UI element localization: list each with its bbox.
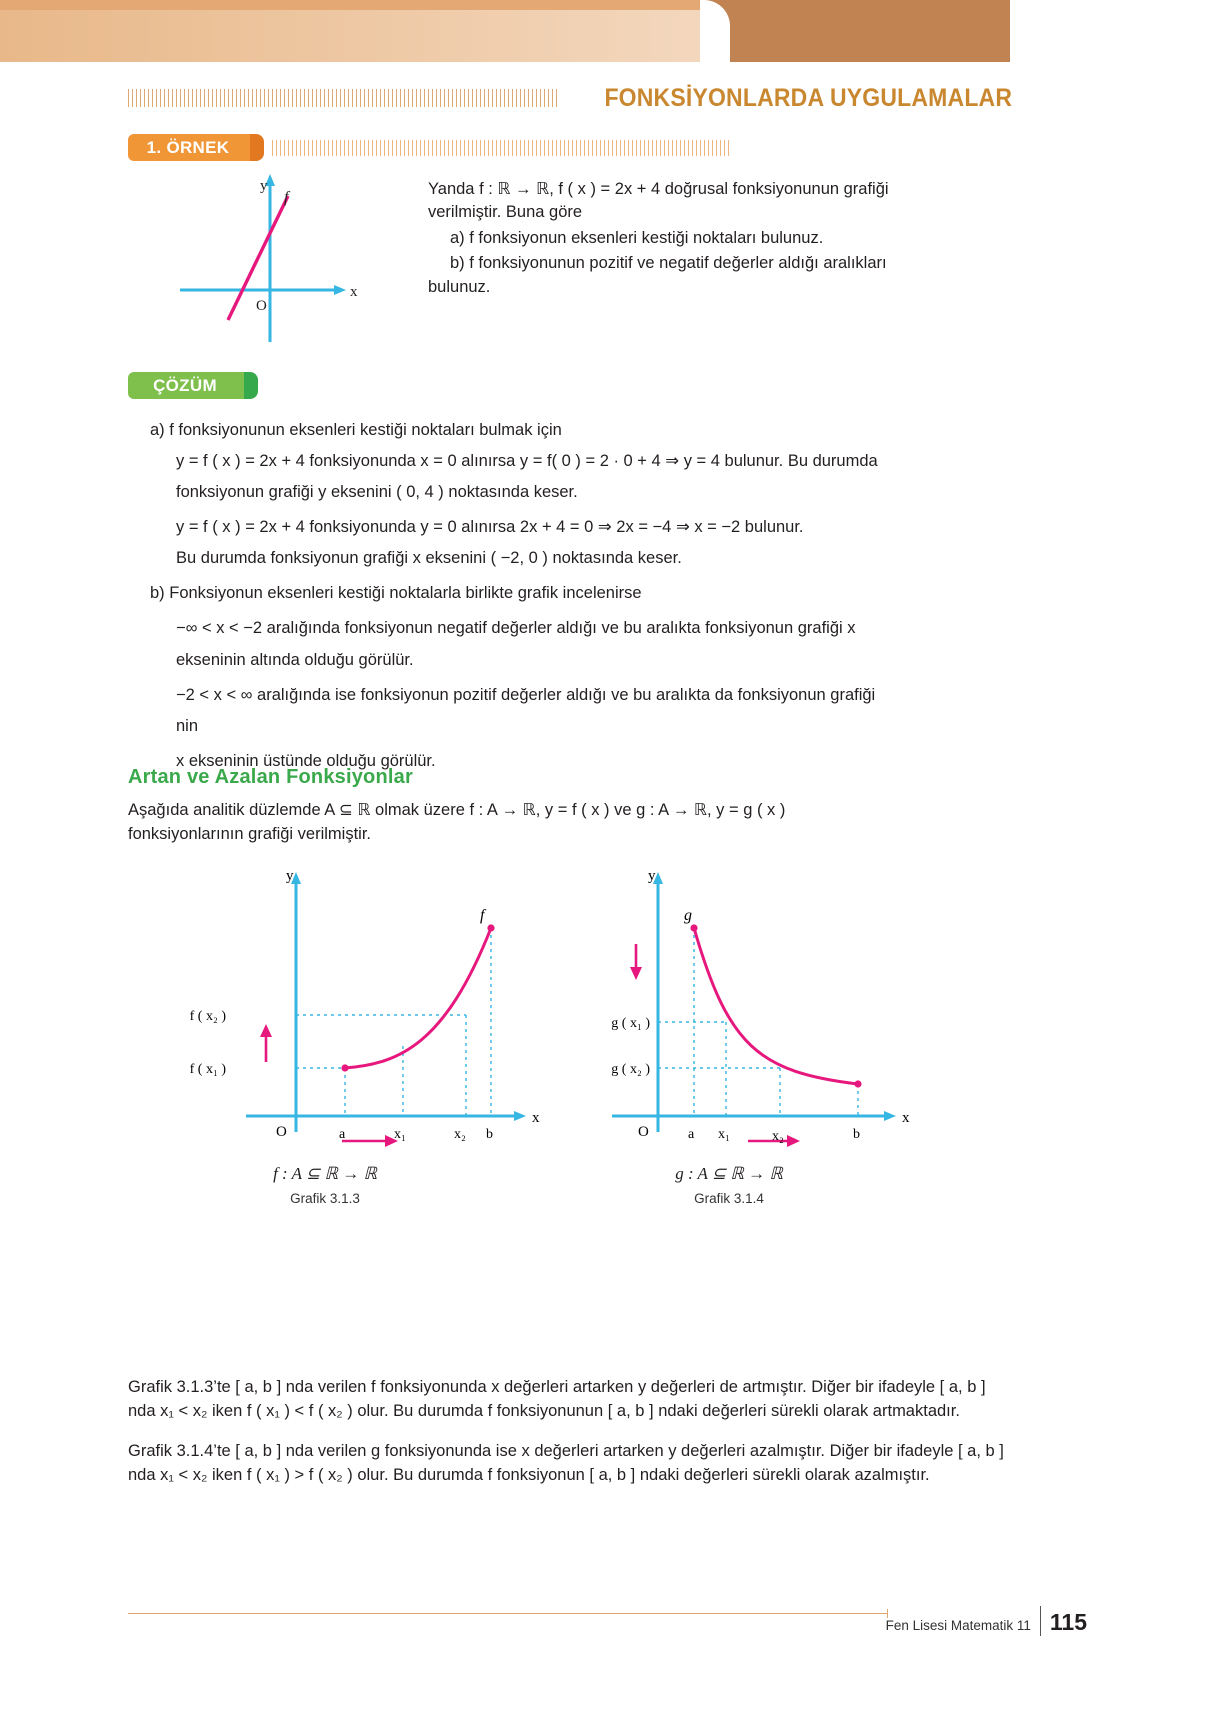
left-graph-caption: Grafik 3.1.3 — [290, 1191, 360, 1206]
origin-label: O — [256, 298, 267, 314]
bottom-p1-line-2: bir ifadeyle [ a, b ] nda x₁ < x₂ iken f ( x₁ ) < f ( x₂ ) olur. Bu durumda f fonksiyonunun [ a, b ] ndaki — [128, 1378, 986, 1421]
example-item-a: a) f fonksiyonun eksenleri kestiği noktaları bulunuz. — [450, 228, 824, 247]
right-curve-start-dot — [690, 924, 697, 931]
left-tick-x1: x₁ — [394, 1127, 406, 1142]
left-axis-x-label: x — [532, 1110, 540, 1126]
y-axis-label: y — [260, 178, 268, 194]
grafik-3-1-4-svg — [588, 866, 1008, 1196]
graphs-row — [128, 866, 1012, 1236]
right-axis-y-label: y — [648, 868, 656, 884]
running-header — [128, 84, 1012, 112]
example-intro-line-1: Yanda f : ℝ → ℝ, f ( x ) = 2x + 4 doğrusal fonksiyonunun grafiği — [428, 180, 889, 198]
example-graph — [160, 170, 410, 355]
solution-b-line-2: ekseninin altında olduğu görülür. — [176, 650, 414, 669]
left-graph-formula: f : A ⊆ ℝ → ℝ — [273, 1164, 377, 1183]
left-curve-start-dot — [341, 1064, 348, 1071]
solution-b-line-5: x ekseninin üstünde olduğu görülür. — [176, 751, 436, 770]
left-curve-end-dot — [487, 924, 494, 931]
right-tick-gx2: g ( x₂ ) — [611, 1062, 650, 1077]
section-body-line-1: Aşağıda analitik düzlemde A ⊆ ℝ olmak üzere f : A → ℝ, y = f ( x ) ve g : A → ℝ, y = g ( x ) — [128, 801, 786, 819]
page-number: 115 — [1049, 1609, 1087, 1635]
right-origin-label: O — [638, 1124, 649, 1140]
left-tick-fx2: f ( x₂ ) — [189, 1009, 226, 1024]
solution-a-line-3: y = f ( x ) = 2x + 4 fonksiyonunda y = 0 alınırsa 2x + 4 = 0 ⇒ 2x = −4 ⇒ x = −2 bulunur. — [176, 518, 804, 537]
left-tick-fx1: f ( x₁ ) — [189, 1062, 226, 1077]
left-curve-label: f — [480, 907, 485, 924]
right-curve-end-dot — [854, 1080, 861, 1087]
left-up-arrow-head — [260, 1024, 272, 1037]
solution-a-line-2: fonksiyonun grafiği y eksenini ( 0, 4 ) noktasında keser. — [176, 483, 578, 502]
bottom-p2-line-3: sürekli olarak azalmıştır. — [752, 1466, 930, 1485]
left-origin-label: O — [276, 1124, 287, 1140]
left-tick-x2: x₂ — [454, 1127, 466, 1142]
right-curve — [694, 928, 858, 1084]
right-graph-caption: Grafik 3.1.4 — [694, 1191, 764, 1206]
example-item-b-line-1: b) f fonksiyonunun pozitif ve negatif değerler aldığı aralıkları — [450, 254, 887, 273]
example-statement — [428, 178, 988, 299]
solution-badge-row — [128, 372, 1012, 399]
bottom-p1-line-1: Grafik 3.1.3’te [ a, b ] nda verilen f fonksiyonunda x değerleri artarken y değerleri de artmıştır. Diğer — [128, 1378, 851, 1396]
section-heading: Artan ve Azalan Fonksiyonlar — [128, 766, 413, 788]
solution-badge: ÇÖZÜM — [128, 372, 244, 399]
bottom-paragraph-1 — [128, 1375, 1012, 1423]
grafik-3-1-3-svg — [136, 866, 556, 1196]
solution-b-line-3: −2 < x < ∞ aralığında ise fonksiyonun pozitif değerler aldığı ve bu aralıkta da fonksiyonun grafiği — [176, 685, 876, 704]
right-tick-gx1: g ( x₁ ) — [611, 1016, 650, 1031]
left-tick-b: b — [486, 1127, 493, 1142]
right-tick-x2: x₂ — [772, 1129, 784, 1144]
solution-badge-tail — [244, 372, 258, 399]
example-graph-svg — [160, 170, 410, 355]
left-x-axis-arrow — [514, 1111, 526, 1121]
left-curve — [345, 928, 491, 1068]
x-axis-arrow — [334, 285, 346, 295]
left-graph-caption-block — [160, 1164, 490, 1206]
page-title: FONKSİYONLARDA UYGULAMALAR — [604, 83, 1012, 112]
right-tick-b: b — [853, 1127, 860, 1142]
bottom-paragraphs — [128, 1375, 1012, 1503]
solution-b-line-1: −∞ < x < −2 aralığında fonksiyonun negatif değerler aldığı ve bu aralıkta fonksiyonun grafiği x — [176, 619, 856, 638]
bottom-p2-line-1: Grafik 3.1.4’te [ a, b ] nda verilen g fonksiyonunda ise x değerleri artarken y değerleri azalmıştır. Diğer bir — [128, 1442, 892, 1461]
x-axis-label: x — [350, 284, 358, 300]
footer-rule — [128, 1613, 888, 1614]
right-graph-caption-block — [564, 1164, 894, 1206]
example-badge: 1. ÖRNEK — [128, 134, 250, 161]
right-axis-x-label: x — [902, 1110, 910, 1126]
right-x-axis-arrow — [884, 1111, 896, 1121]
top-corner-tab — [700, 0, 1010, 62]
right-tick-a: a — [688, 1127, 695, 1142]
curve-label-f: f — [284, 189, 289, 206]
right-graph-formula: g : A ⊆ ℝ → ℝ — [675, 1164, 783, 1183]
right-curve-label: g — [684, 907, 692, 924]
solution-body — [150, 418, 1012, 780]
example-badge-tail — [250, 134, 264, 161]
section-body — [128, 798, 1012, 846]
bottom-p1-line-3: değerleri sürekli olarak artmaktadır. — [702, 1402, 960, 1421]
left-tick-a: a — [339, 1127, 346, 1142]
example-intro-line-2: verilmiştir. Buna göre — [428, 203, 583, 222]
footer-divider — [1040, 1606, 1041, 1636]
bottom-p2-line-2: ifadeyle [ a, b ] nda x₁ < x₂ iken f ( x₁ ) > f ( x₂ ) olur. Bu durumda f fonksiyonun [ a, b ] ndaki değerleri — [128, 1442, 1004, 1485]
footer-source: Fen Lisesi Matematik 11 — [885, 1618, 1031, 1633]
top-decorative-stripe — [0, 0, 700, 10]
solution-a-line-1: y = f ( x ) = 2x + 4 fonksiyonunda x = 0 alınırsa y = f( 0 ) = 2 · 0 + 4 ⇒ y = 4 bulunur. Bu durumda — [176, 452, 878, 471]
right-tick-x1: x₁ — [718, 1127, 730, 1142]
section-body-line-2: fonksiyonlarının grafiği verilmiştir. — [128, 825, 372, 844]
solution-a-heading: a) f fonksiyonunun eksenleri kestiği noktaları bulmak için — [150, 421, 562, 439]
left-axis-y-label: y — [286, 868, 294, 884]
solution-b-heading: b) Fonksiyonun eksenleri kestiği noktalarla birlikte grafik incelenirse — [150, 584, 642, 603]
solution-a-line-4: Bu durumda fonksiyonun grafiği x eksenini ( −2, 0 ) noktasında keser. — [176, 549, 682, 568]
example-dash-rule — [272, 140, 732, 156]
solution-b-line-4: nin — [176, 716, 199, 735]
bottom-paragraph-2 — [128, 1439, 1012, 1487]
right-down-arrow-head — [630, 967, 642, 980]
example-item-b-line-2: bulunuz. — [428, 277, 491, 296]
footer — [886, 1600, 1087, 1636]
example-badge-row — [128, 134, 1012, 161]
right-right-arrow-head — [787, 1135, 800, 1147]
header-dash-rule — [128, 89, 559, 107]
